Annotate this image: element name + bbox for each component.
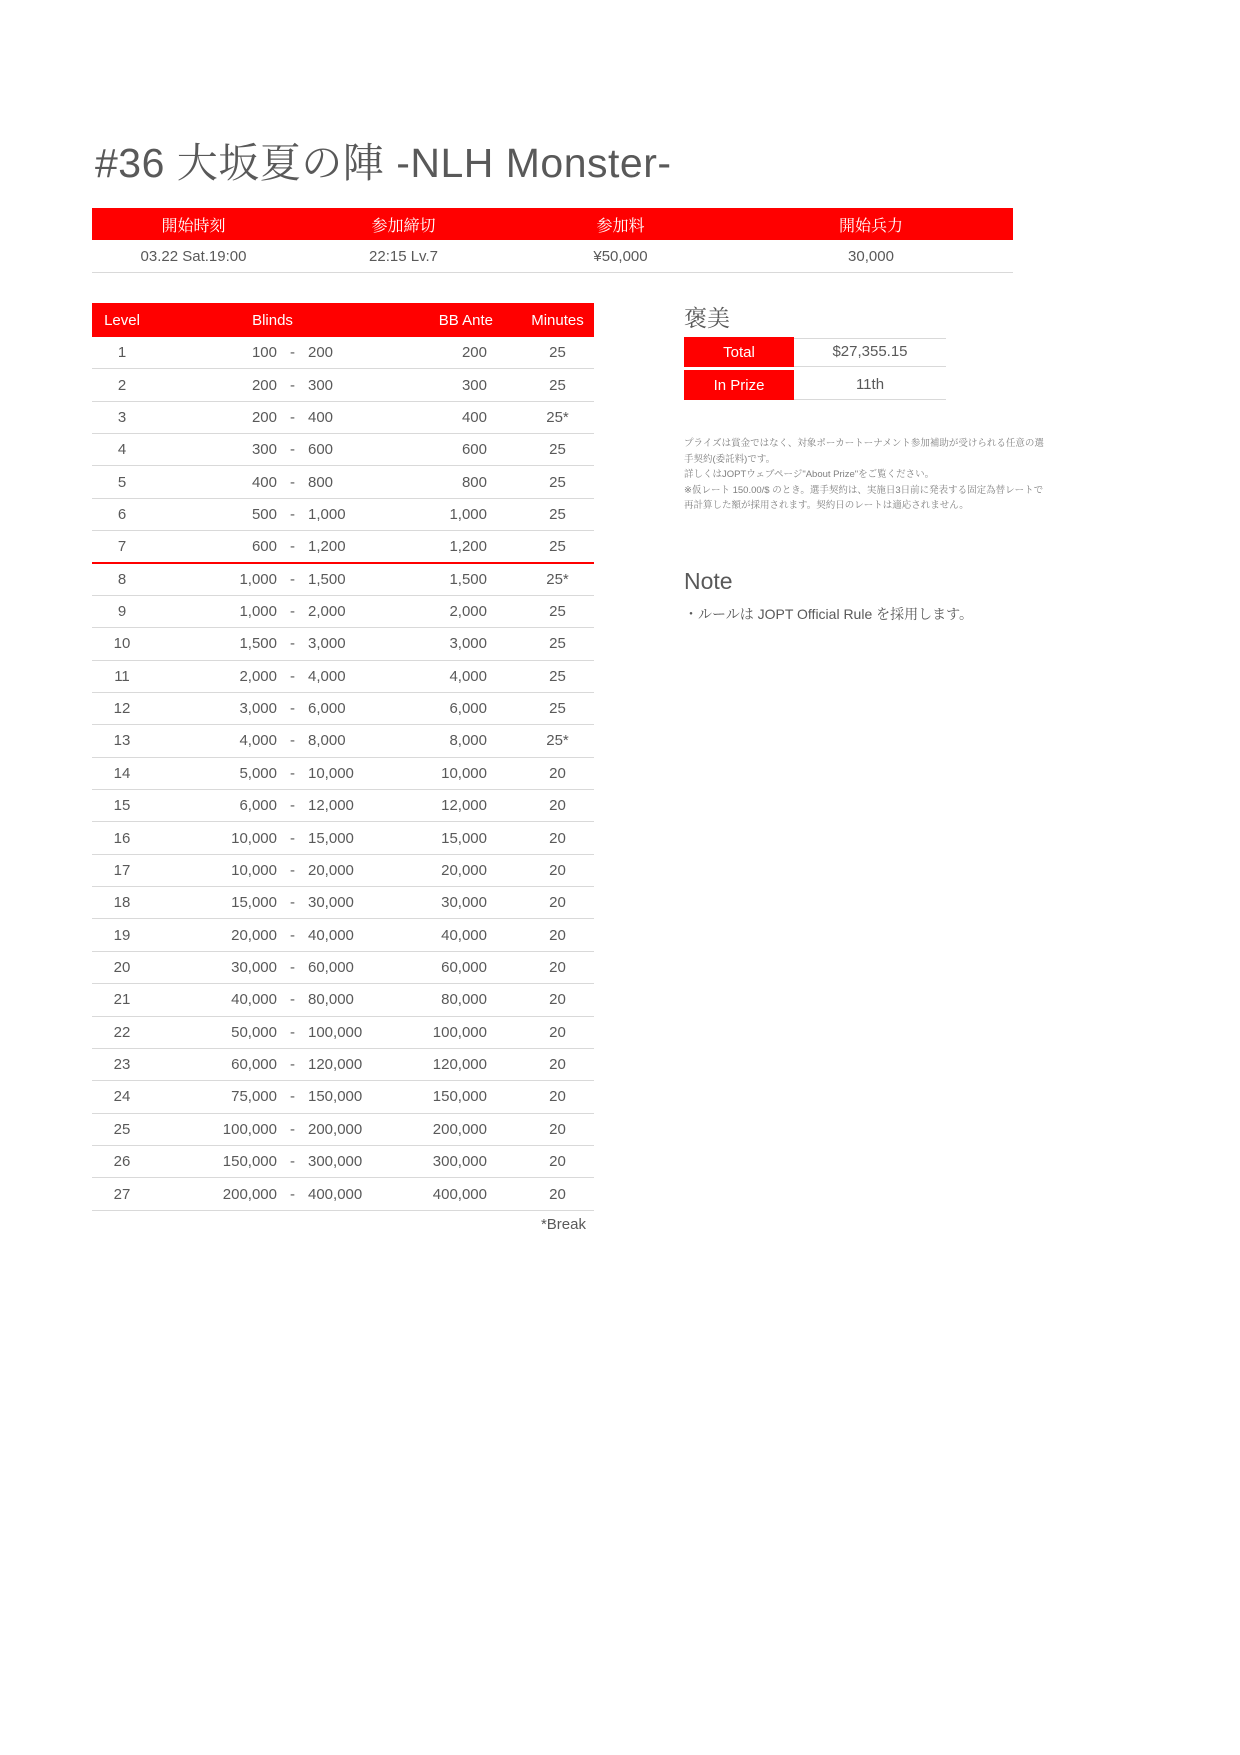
cell-blinds-dash: -: [290, 959, 295, 976]
cell-small-blind: 200: [251, 376, 277, 394]
cell-small-blind: 300: [251, 441, 277, 459]
cell-small-blind: 5,000: [239, 764, 277, 782]
cell-bb-ante: 150,000: [432, 1088, 487, 1106]
cell-level: 13: [113, 732, 131, 750]
cell-blinds-dash: -: [290, 894, 295, 912]
cell-blinds-dash: -: [290, 473, 295, 491]
cell-level: 7: [117, 537, 127, 555]
cell-small-blind: 1,000: [239, 603, 277, 621]
cell-bb-ante: 20,000: [441, 861, 487, 879]
cell-level: 23: [113, 1056, 131, 1074]
cell-small-blind: 1,500: [239, 635, 277, 653]
cell-blinds-dash: -: [290, 441, 295, 459]
cell-big-blind: 300,000: [308, 1153, 363, 1171]
structure-row: [92, 369, 594, 401]
disclaimer-line: ※仮レート 150.00/$ のとき。選手契約は、実施日3日前に発表する固定為替レートで: [684, 484, 1044, 496]
cell-bb-ante: 4,000: [449, 667, 487, 685]
info-value-cell: 22:15 Lv.7: [369, 247, 438, 265]
cell-level: 19: [113, 926, 131, 944]
cell-big-blind: 30,000: [308, 894, 354, 912]
cell-minutes: 20: [549, 1023, 566, 1041]
structure-row: [92, 693, 594, 725]
cell-minutes: 20: [549, 764, 566, 782]
structure-row: [92, 1146, 594, 1178]
column-header-minutes: Minutes: [531, 311, 584, 329]
cell-big-blind: 800: [308, 473, 334, 491]
cell-level: 11: [114, 667, 130, 685]
structure-row: [92, 531, 594, 563]
info-header-cell: 開始兵力: [838, 217, 903, 235]
cell-level: 2: [117, 376, 127, 394]
cell-bb-ante: 12,000: [441, 797, 487, 815]
info-header-cell: 開始時刻: [161, 217, 226, 235]
cell-level: 16: [113, 829, 131, 847]
cell-minutes: 25*: [546, 732, 569, 750]
cell-minutes: 25: [549, 667, 566, 685]
cell-small-blind: 3,000: [239, 700, 277, 718]
cell-bb-ante: 400: [461, 408, 487, 426]
info-value-cell: 30,000: [848, 247, 894, 265]
cell-blinds-dash: -: [290, 732, 295, 750]
cell-blinds-dash: -: [290, 1088, 295, 1106]
cell-minutes: 20: [549, 959, 566, 976]
cell-level: 8: [117, 570, 127, 588]
cell-blinds-dash: -: [290, 537, 295, 555]
info-value-cell: ¥50,000: [593, 247, 648, 265]
cell-level: 17: [113, 861, 131, 879]
structure-row: [92, 887, 594, 919]
prize-row: [684, 370, 946, 400]
cell-big-blind: 6,000: [308, 700, 346, 718]
cell-bb-ante: 600: [461, 441, 487, 459]
cell-bb-ante: 2,000: [449, 603, 487, 621]
cell-small-blind: 200,000: [222, 1185, 277, 1203]
cell-blinds-dash: -: [290, 667, 295, 685]
note-section-heading: Note: [684, 568, 733, 594]
structure-row: [92, 1049, 594, 1081]
info-header-row: [92, 208, 1013, 240]
cell-blinds-dash: -: [290, 1056, 295, 1074]
cell-big-blind: 400,000: [308, 1185, 363, 1203]
cell-level: 12: [113, 700, 131, 718]
cell-big-blind: 150,000: [308, 1088, 363, 1106]
cell-blinds-dash: -: [290, 505, 295, 523]
cell-small-blind: 2,000: [239, 667, 277, 685]
structure-row: [92, 1017, 594, 1049]
cell-big-blind: 4,000: [308, 667, 346, 685]
cell-big-blind: 1,200: [308, 537, 346, 555]
blind-structure-table: [92, 303, 594, 1211]
cell-small-blind: 40,000: [231, 991, 277, 1009]
cell-minutes: 25: [549, 376, 566, 394]
cell-bb-ante: 1,000: [449, 505, 487, 523]
structure-row: [92, 466, 594, 498]
cell-level: 21: [113, 991, 131, 1009]
cell-blinds-dash: -: [290, 861, 295, 879]
structure-row: [92, 984, 594, 1016]
info-value-cell: 03.22 Sat.19:00: [140, 247, 247, 265]
cell-minutes: 20: [549, 1088, 566, 1106]
cell-small-blind: 30,000: [231, 959, 277, 976]
cell-minutes: 25: [549, 603, 566, 621]
cell-minutes: 25: [549, 700, 566, 718]
cell-minutes: 20: [549, 894, 566, 912]
cell-blinds-dash: -: [290, 700, 295, 718]
cell-minutes: 20: [549, 991, 566, 1009]
cell-big-blind: 80,000: [308, 991, 354, 1009]
cell-bb-ante: 1,200: [449, 537, 487, 555]
cell-bb-ante: 100,000: [432, 1023, 487, 1041]
cell-level: 25: [113, 1120, 131, 1138]
structure-row: [92, 1114, 594, 1146]
break-footnote: *Break: [540, 1216, 586, 1233]
cell-big-blind: 600: [308, 441, 334, 459]
prize-disclaimer-text: [684, 436, 1044, 514]
structure-row: [92, 434, 594, 466]
cell-minutes: 25: [549, 473, 566, 491]
structure-row: [92, 855, 594, 887]
cell-level: 26: [113, 1153, 131, 1171]
cell-bb-ante: 6,000: [449, 700, 487, 718]
disclaimer-line: 詳しくはJOPTウェブページ"About Prize"をご覧ください。: [684, 469, 935, 480]
cell-minutes: 25*: [546, 408, 569, 426]
cell-bb-ante: 300: [461, 376, 487, 394]
structure-row: [92, 402, 594, 434]
cell-small-blind: 1,000: [239, 570, 277, 588]
cell-big-blind: 60,000: [308, 959, 354, 976]
cell-bb-ante: 15,000: [441, 829, 487, 847]
structure-row: [92, 337, 594, 369]
cell-small-blind: 60,000: [231, 1056, 277, 1074]
cell-minutes: 20: [549, 797, 566, 815]
cell-big-blind: 200: [308, 344, 334, 362]
tournament-info-table: [92, 208, 1013, 273]
prize-table: [684, 337, 946, 403]
structure-row: [92, 499, 594, 531]
cell-small-blind: 20,000: [231, 926, 277, 944]
disclaimer-line: プライズは賞金ではなく、対象ポーカートーナメント参加補助が受けられる任意の選: [684, 438, 1044, 449]
cell-big-blind: 120,000: [308, 1056, 363, 1074]
cell-blinds-dash: -: [290, 603, 295, 621]
cell-blinds-dash: -: [290, 1153, 295, 1171]
structure-table-body: [92, 337, 594, 1211]
structure-row: [92, 661, 594, 693]
cell-small-blind: 4,000: [239, 732, 277, 750]
info-header-cell: 参加料: [596, 217, 645, 235]
cell-level: 5: [117, 473, 127, 491]
prize-label-cell: Total: [684, 337, 794, 367]
structure-row: [92, 790, 594, 822]
cell-minutes: 25: [549, 635, 566, 653]
cell-level: 27: [113, 1185, 131, 1203]
cell-small-blind: 10,000: [231, 829, 277, 847]
cell-minutes: 20: [549, 861, 566, 879]
structure-row: [92, 596, 594, 628]
cell-minutes: 25: [549, 344, 566, 362]
cell-blinds-dash: -: [290, 926, 295, 944]
cell-level: 14: [113, 764, 131, 782]
cell-blinds-dash: -: [290, 764, 295, 782]
page-title: #36 大坂夏の陣 -NLH Monster-: [95, 140, 672, 186]
cell-level: 24: [113, 1088, 131, 1106]
cell-small-blind: 10,000: [231, 861, 277, 879]
note-items: [684, 604, 973, 624]
structure-row: [92, 822, 594, 854]
structure-row: [92, 952, 594, 984]
cell-big-blind: 40,000: [308, 926, 354, 944]
info-header-cell: 参加締切: [371, 217, 436, 235]
note-item: ・ルールは JOPT Official Rule を採用します。: [684, 606, 974, 622]
cell-small-blind: 200: [251, 408, 277, 426]
info-values-row: [92, 240, 1013, 273]
cell-bb-ante: 200: [461, 344, 487, 362]
prize-row: [684, 337, 946, 367]
cell-minutes: 20: [549, 1185, 566, 1203]
disclaimer-line: 手契約(委託料)です。: [684, 453, 776, 465]
structure-header-row: [92, 303, 594, 337]
prize-section-heading: 褒美: [684, 300, 946, 339]
disclaimer-line: 再計算した額が採用されます。契約日のレートは適応されません。: [684, 500, 969, 511]
cell-bb-ante: 10,000: [441, 764, 487, 782]
cell-small-blind: 600: [251, 537, 277, 555]
cell-big-blind: 1,000: [308, 505, 346, 523]
cell-big-blind: 3,000: [308, 635, 346, 653]
structure-row: [92, 725, 594, 757]
prize-value-cell: $27,355.15: [794, 337, 946, 367]
column-header-bb-ante: BB Ante: [438, 311, 493, 329]
cell-level: 18: [113, 894, 131, 912]
cell-big-blind: 12,000: [308, 797, 354, 815]
cell-level: 20: [113, 959, 131, 976]
cell-bb-ante: 120,000: [432, 1056, 487, 1074]
prize-label-cell: In Prize: [684, 370, 794, 400]
cell-blinds-dash: -: [290, 344, 295, 362]
cell-big-blind: 15,000: [308, 829, 354, 847]
structure-row: [92, 1178, 594, 1210]
cell-big-blind: 20,000: [308, 861, 354, 879]
cell-blinds-dash: -: [290, 991, 295, 1009]
cell-bb-ante: 60,000: [441, 959, 487, 976]
cell-blinds-dash: -: [290, 635, 295, 653]
cell-blinds-dash: -: [290, 1120, 295, 1138]
cell-minutes: 20: [549, 1120, 566, 1138]
cell-small-blind: 6,000: [239, 797, 277, 815]
cell-big-blind: 2,000: [308, 603, 346, 621]
cell-small-blind: 100: [251, 344, 277, 362]
cell-minutes: 20: [549, 1056, 566, 1074]
structure-row: [92, 919, 594, 951]
cell-bb-ante: 200,000: [432, 1120, 487, 1138]
cell-blinds-dash: -: [290, 1185, 295, 1203]
cell-minutes: 25: [549, 537, 566, 555]
cell-bb-ante: 3,000: [449, 635, 487, 653]
cell-small-blind: 15,000: [231, 894, 277, 912]
cell-small-blind: 75,000: [231, 1088, 277, 1106]
cell-blinds-dash: -: [290, 1023, 295, 1041]
cell-level: 9: [117, 603, 127, 621]
structure-row: [92, 628, 594, 660]
cell-level: 10: [113, 635, 131, 653]
cell-level: 15: [113, 797, 131, 815]
structure-row: [92, 1081, 594, 1113]
cell-blinds-dash: -: [290, 829, 295, 847]
cell-big-blind: 300: [308, 376, 334, 394]
cell-bb-ante: 80,000: [441, 991, 487, 1009]
cell-minutes: 25: [549, 441, 566, 459]
cell-minutes: 25*: [546, 570, 569, 588]
cell-minutes: 20: [549, 829, 566, 847]
cell-blinds-dash: -: [290, 797, 295, 815]
cell-small-blind: 50,000: [231, 1023, 277, 1041]
cell-blinds-dash: -: [290, 570, 295, 588]
cell-bb-ante: 400,000: [432, 1185, 487, 1203]
cell-level: 22: [113, 1023, 131, 1041]
structure-row: [92, 564, 594, 596]
cell-bb-ante: 30,000: [441, 894, 487, 912]
cell-big-blind: 400: [308, 408, 334, 426]
cell-bb-ante: 300,000: [432, 1153, 487, 1171]
cell-blinds-dash: -: [290, 376, 295, 394]
cell-minutes: 20: [549, 1153, 566, 1171]
cell-big-blind: 200,000: [308, 1120, 363, 1138]
cell-big-blind: 100,000: [308, 1023, 363, 1041]
cell-small-blind: 150,000: [222, 1153, 277, 1171]
cell-minutes: 25: [549, 505, 566, 523]
cell-level: 4: [117, 441, 127, 459]
prize-value-cell: 11th: [794, 370, 946, 400]
cell-level: 3: [117, 408, 127, 426]
cell-bb-ante: 1,500: [449, 570, 487, 588]
cell-bb-ante: 40,000: [441, 926, 487, 944]
cell-blinds-dash: -: [290, 408, 295, 426]
cell-big-blind: 1,500: [308, 570, 346, 588]
cell-level: 1: [117, 344, 127, 362]
cell-big-blind: 8,000: [308, 732, 346, 750]
cell-bb-ante: 8,000: [449, 732, 487, 750]
cell-big-blind: 10,000: [308, 764, 354, 782]
cell-small-blind: 100,000: [222, 1120, 277, 1138]
column-header-level: Level: [104, 311, 140, 329]
cell-minutes: 20: [549, 926, 566, 944]
cell-small-blind: 500: [251, 505, 277, 523]
cell-bb-ante: 800: [461, 473, 487, 491]
cell-small-blind: 400: [251, 473, 277, 491]
cell-level: 6: [117, 505, 127, 523]
column-header-blinds: Blinds: [252, 311, 293, 329]
structure-row: [92, 758, 594, 790]
